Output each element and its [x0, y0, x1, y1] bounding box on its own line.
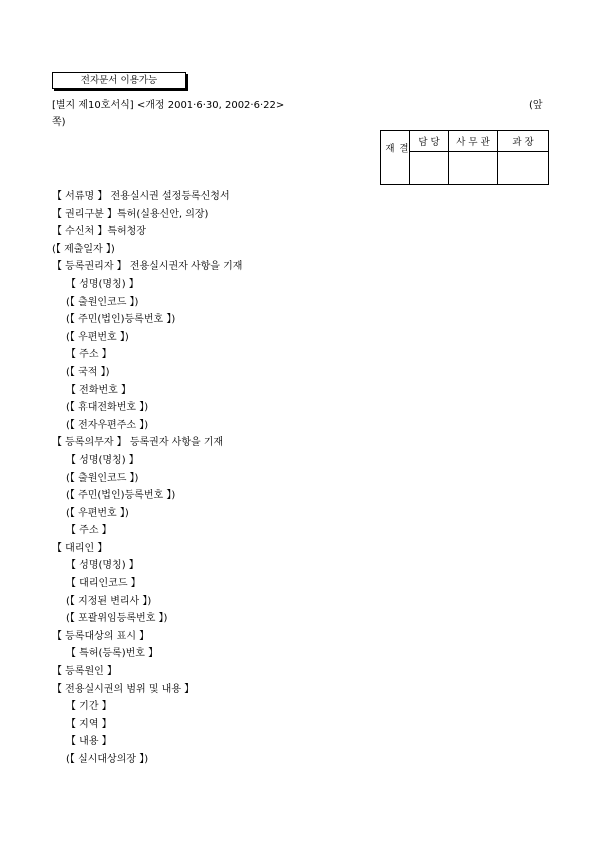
form-section-line: 【 권리구분 】특허(실용신안, 의장): [52, 208, 209, 220]
form-field-line: 【 주소 】: [66, 349, 112, 361]
form-section-line: 【 서류명 】 전용실시권 설정등록신청서: [52, 191, 230, 202]
page-side-label-wrap: 쪽): [52, 117, 66, 128]
form-section-line: 【 등록권리자 】 전용실시권자 사항을 기재: [52, 261, 243, 273]
form-number: [별지 제10호서식] <개정 2001·6·30, 2002·6·22>: [52, 100, 285, 111]
page-side-label: (앞: [529, 100, 543, 111]
approval-sign-staff[interactable]: [410, 152, 449, 185]
approval-table: [380, 130, 549, 185]
form-field-line: (【 실시대상의장 】): [66, 754, 149, 765]
form-section-line: (【 제출일자 】): [52, 243, 115, 255]
approval-col-officer: 사 무 관: [449, 131, 498, 152]
form-field-line: (【 출원인코드 】): [66, 472, 139, 484]
form-section-line: 【 등록대상의 표시 】: [52, 630, 150, 642]
form-field-line: 【 전화번호 】: [66, 384, 131, 396]
approval-col-chief: 과 장: [498, 131, 549, 152]
form-field-line: (【 우편번호 】): [66, 507, 129, 519]
form-section-line: 【 전용실시권의 범위 및 내용 】: [52, 683, 195, 695]
form-field-line: 【 성명(명칭) 】: [66, 278, 139, 290]
form-field-line: (【 전자우편주소 】): [66, 419, 149, 431]
form-field-line: (【 지정된 변리사 】): [66, 595, 152, 607]
form-field-line: 【 내용 】: [66, 736, 112, 748]
form-field-line: (【 국적 】): [66, 366, 110, 378]
form-field-line: (【 포괄위임등록번호 】): [66, 613, 168, 625]
form-field-line: (【 주민(법인)등록번호 】): [66, 314, 176, 326]
approval-sign-chief[interactable]: [498, 152, 549, 185]
form-field-line: (【 주민(법인)등록번호 】): [66, 490, 176, 502]
form-field-line: 【 주소 】: [66, 525, 112, 537]
approval-row-label: 결 재: [381, 131, 410, 185]
approval-col-staff: 담 당: [410, 131, 449, 152]
form-section-line: 【 등록의무자 】 등록권자 사항을 기재: [52, 437, 224, 449]
electronic-document-badge: 전자문서 이용가능: [52, 72, 186, 89]
form-field-line: 【 성명(명칭) 】: [66, 454, 139, 466]
form-section-line: 【 대리인 】: [52, 542, 108, 554]
form-field-line: 【 성명(명칭) 】: [66, 560, 139, 572]
form-field-line: (【 우편번호 】): [66, 331, 129, 343]
form-fields-list: [52, 188, 552, 769]
form-field-line: 【 특허(등록)번호 】: [66, 648, 159, 660]
form-field-line: 【 대리인코드 】: [66, 578, 141, 590]
form-section-line: 【 수신처 】특허청장: [52, 226, 146, 238]
form-field-line: (【 출원인코드 】): [66, 296, 139, 308]
form-field-line: 【 기간 】: [66, 701, 112, 713]
form-section-line: 【 등록원인 】: [52, 666, 117, 678]
approval-sign-officer[interactable]: [449, 152, 498, 185]
form-field-line: (【 휴대전화번호 】): [66, 402, 149, 414]
form-field-line: 【 지역 】: [66, 718, 112, 730]
